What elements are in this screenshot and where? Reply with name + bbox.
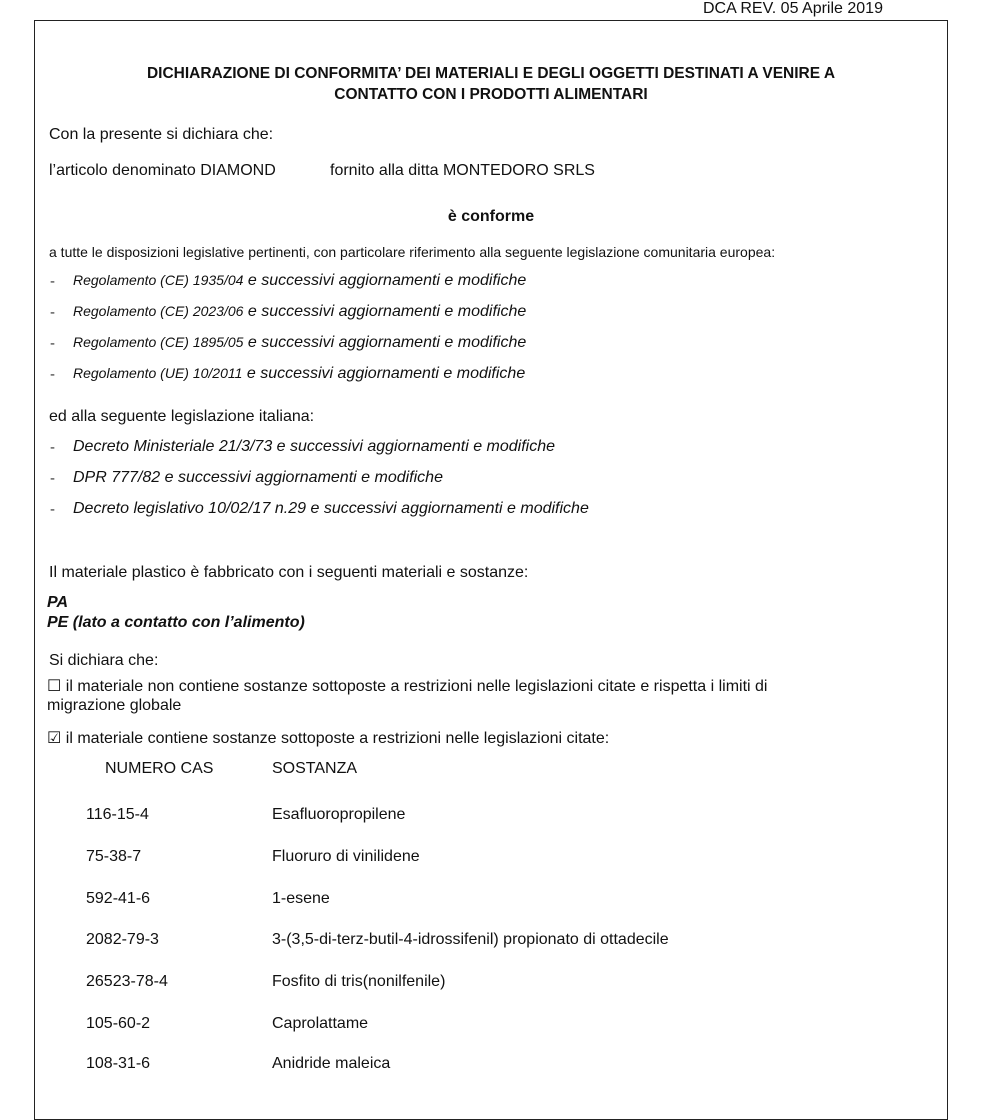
- cas-number: 105-60-2: [86, 1015, 151, 1032]
- regulation-code: Regolamento (CE) 1935/04: [73, 272, 244, 288]
- article-text: l’articolo denominato DIAMOND: [49, 162, 276, 179]
- list-dash: -: [50, 439, 55, 456]
- column-header-cas: NUMERO CAS: [105, 760, 214, 777]
- list-item: Decreto Ministeriale 21/3/73 e successivi aggiornamenti e modifiche: [73, 438, 556, 455]
- substance-name: Esafluoropropilene: [272, 806, 406, 823]
- title-line-2: CONTATTO CON I PRODOTTI ALIMENTARI: [334, 86, 648, 103]
- supplier-text: fornito alla ditta MONTEDORO SRLS: [330, 162, 595, 179]
- list-item: [73, 272, 526, 290]
- page-title: [34, 63, 948, 105]
- declaration-intro: Si dichiara che:: [49, 652, 159, 669]
- list-dash: -: [50, 470, 55, 487]
- cas-number: 75-38-7: [86, 848, 142, 865]
- checkbox-unchecked-icon: ☐: [47, 678, 62, 695]
- substance-name: Fosfito di tris(nonilfenile): [272, 973, 446, 990]
- list-item: [73, 365, 525, 383]
- substance-name: Fluoruro di vinilidene: [272, 848, 420, 865]
- option-restricted: [47, 728, 609, 748]
- regulation-suffix: e successivi aggiornamenti e modifiche: [243, 334, 527, 351]
- regulation-code: Regolamento (CE) 1895/05: [73, 334, 244, 350]
- checkbox-checked-icon: ☑: [47, 730, 62, 747]
- substance-name: Caprolattame: [272, 1015, 369, 1032]
- substance-name: Anidride maleica: [272, 1055, 391, 1072]
- list-dash: -: [50, 366, 55, 383]
- conforms-heading: è conforme: [447, 208, 535, 225]
- regulation-suffix: e successivi aggiornamenti e modifiche: [243, 272, 527, 289]
- option-text: il materiale non contiene sostanze sottoposte a restrizioni nelle legislazioni citate e rispetta i limiti di: [65, 678, 768, 695]
- regulation-code: Regolamento (UE) 10/2011: [73, 365, 243, 381]
- list-dash: -: [50, 335, 55, 352]
- list-item: [73, 303, 526, 321]
- option-text: il materiale contiene sostanze sottoposte a restrizioni nelle legislazioni citate:: [65, 730, 610, 747]
- list-item: DPR 777/82 e successivi aggiornamenti e modifiche: [73, 469, 443, 486]
- cas-number: 108-31-6: [86, 1055, 151, 1072]
- materials-intro: Il materiale plastico è fabbricato con i seguenti materiali e sostanze:: [49, 564, 529, 581]
- substance-name: 1-esene: [272, 890, 330, 907]
- option-text-continued: migrazione globale: [47, 697, 182, 714]
- italian-legislation-intro: ed alla seguente legislazione italiana:: [49, 408, 315, 425]
- list-dash: -: [50, 501, 55, 518]
- revision-label: DCA REV. 05 Aprile 2019: [703, 0, 883, 17]
- title-line-1: DICHIARAZIONE DI CONFORMITA’ DEI MATERIALI E DEGLI OGGETTI DESTINATI A VENIRE A: [146, 65, 836, 82]
- material-item: PA: [47, 594, 69, 611]
- list-item: [73, 334, 526, 352]
- eu-legislation-intro: a tutte le disposizioni legislative pertinenti, con particolare riferimento alla seguente legislazione comunitaria europea:: [49, 244, 776, 260]
- list-item: Decreto legislativo 10/02/17 n.29 e successivi aggiornamenti e modifiche: [73, 500, 589, 517]
- column-header-substance: SOSTANZA: [272, 760, 358, 777]
- cas-number: 116-15-4: [86, 806, 149, 823]
- cas-number: 592-41-6: [86, 890, 151, 907]
- statement-text: Con la presente si dichiara che:: [49, 126, 274, 143]
- regulation-suffix: e successivi aggiornamenti e modifiche: [243, 303, 527, 320]
- regulation-suffix: e successivi aggiornamenti e modifiche: [242, 365, 526, 382]
- list-dash: -: [50, 304, 55, 321]
- option-no-restricted: [47, 676, 767, 696]
- regulation-code: Regolamento (CE) 2023/06: [73, 303, 244, 319]
- list-dash: -: [50, 273, 55, 290]
- cas-number: 26523-78-4: [86, 973, 168, 990]
- substance-name: 3-(3,5-di-terz-butil-4-idrossifenil) propionato di ottadecile: [272, 931, 669, 948]
- cas-number: 2082-79-3: [86, 931, 159, 948]
- material-item: PE (lato a contatto con l’alimento): [47, 614, 305, 631]
